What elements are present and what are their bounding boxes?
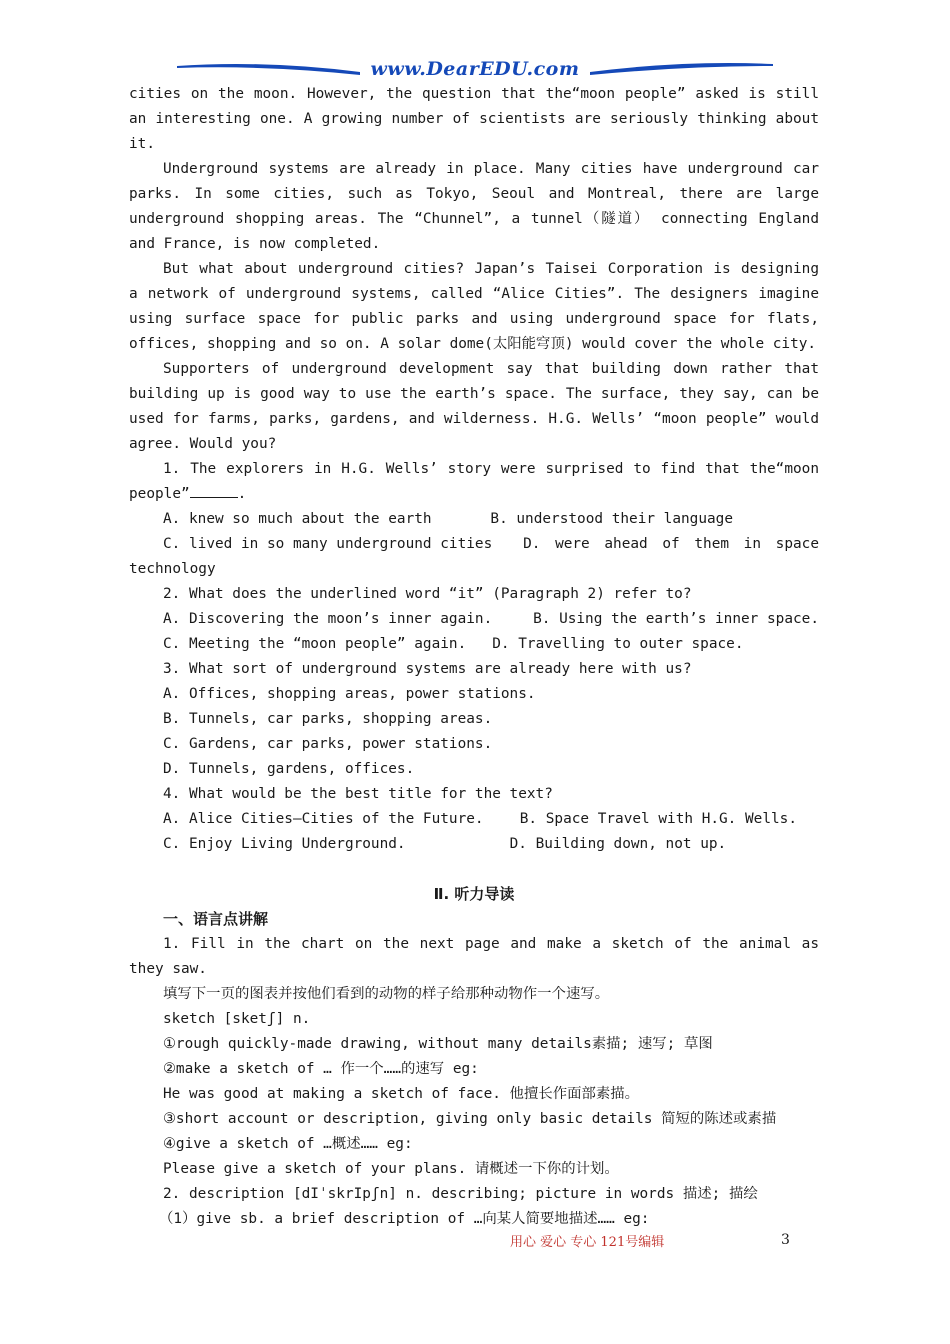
footer-note: 用心 爱心 专心 121号编辑 — [510, 1235, 665, 1250]
lesson-line: ③short account or description, giving only basic details 简短的陈述或素描 — [163, 1111, 777, 1127]
answer-blank — [190, 483, 238, 498]
paragraph: cities on the moon. However, the question that the“moon people” asked is still an interesting one. A growing number of scientists are seriously thinking about it. — [129, 86, 819, 152]
option-c: C. Meeting the “moon people” again. — [163, 636, 467, 652]
site-name[interactable]: www.DearEDU.com — [370, 58, 580, 80]
option-a: A. Alice Cities—Cities of the Future. — [163, 811, 484, 827]
lesson-line: ④give a sketch of …概述…… eg: — [163, 1136, 413, 1152]
lesson-line: ①rough quickly-made drawing, without many details素描; 速写; 草图 — [163, 1036, 713, 1052]
option-b: B. Using the earth’s inner space. — [533, 611, 819, 627]
question-1: 1. The explorers in H.G. Wells’ story were surprised to find that the“moon — [163, 461, 819, 477]
page-number: 3 — [781, 1232, 790, 1248]
question-1-tail: people” — [129, 486, 190, 502]
question-4: 4. What would be the best title for the text? — [163, 786, 553, 802]
options-row — [129, 807, 819, 832]
paragraph: Supporters of underground development say that building down rather that building up is good way to use the earth’s space. The surface, they say, can be used for farms, parks, gardens, and wilderness. H.G. Wells’ “moon people” would agree. Would you? — [129, 361, 819, 452]
option-a: A. Offices, shopping areas, power stations. — [163, 686, 536, 702]
option-c: C. Enjoy Living Underground. — [163, 836, 406, 852]
lesson-line: Please give a sketch of your plans. 请概述一下你的计划。 — [163, 1161, 619, 1177]
lesson-line: sketch [sketʃ] n. — [163, 1011, 311, 1027]
options-row — [129, 607, 819, 632]
question-2: 2. What does the underlined word “it” (Paragraph 2) refer to? — [163, 586, 692, 602]
page-body — [129, 82, 819, 1232]
lesson-line: 1. Fill in the chart on the next page and make a sketch of the animal as they saw. — [129, 936, 819, 977]
lesson-line: ②make a sketch of … 作一个……的速写 eg: — [163, 1061, 479, 1077]
site-header — [175, 54, 775, 82]
lesson-line: He was good at making a sketch of face. 他擅长作面部素描。 — [163, 1086, 640, 1102]
lesson-line: 填写下一页的图表并按他们看到的动物的样子给那种动物作一个速写。 — [163, 986, 610, 1002]
options-row — [129, 507, 819, 532]
option-b: B. Space Travel with H.G. Wells. — [519, 811, 797, 827]
question-3: 3. What sort of underground systems are already here with us? — [163, 661, 692, 677]
options-row — [129, 632, 819, 657]
option-d: D. Building down, not up. — [509, 836, 727, 852]
lesson-line: 2. description [dIˈskrIpʃn] n. describing; picture in words 描述; 描绘 — [163, 1186, 758, 1202]
paragraph: But what about underground cities? Japan’s Taisei Corporation is designing a network of underground systems, called “Alice Cities”. The designers imagine using surface space for public parks and using underground space for flats, offices, shopping and so on. A solar dome(太阳能穹顶) would cover the whole city. — [129, 261, 819, 352]
option-c: C. Gardens, car parks, power stations. — [163, 736, 493, 752]
option-d: D. were ahead of them in space — [523, 536, 819, 552]
section-title: Ⅱ. 听力导读 — [433, 885, 515, 903]
question-1-cont — [129, 482, 819, 507]
option-a: A. Discovering the moon’s inner again. — [163, 611, 493, 627]
question-1-end: . — [237, 486, 247, 502]
lesson-line: （1）give sb. a brief description of …向某人简要地描述…… eg: — [159, 1211, 650, 1227]
subsection-title: 一、语言点讲解 — [163, 910, 269, 928]
option-a: A. knew so much about the earth — [163, 511, 432, 527]
options-row — [129, 832, 819, 857]
paragraph: Underground systems are already in place. Many cities have underground car parks. In some cities, such as Tokyo, Seoul and Montreal, there are large underground shopping areas. The “Chunnel”, a tunnel（隧道） connecting England and France, is now completed. — [129, 161, 819, 252]
option-d-cont: technology — [129, 561, 216, 577]
option-d: D. Travelling to outer space. — [492, 636, 744, 652]
options-row — [129, 532, 819, 557]
option-c: C. lived in so many underground cities — [163, 536, 493, 552]
option-b: B. Tunnels, car parks, shopping areas. — [163, 711, 493, 727]
option-d: D. Tunnels, gardens, offices. — [163, 761, 415, 777]
option-b: B. understood their language — [490, 511, 733, 527]
